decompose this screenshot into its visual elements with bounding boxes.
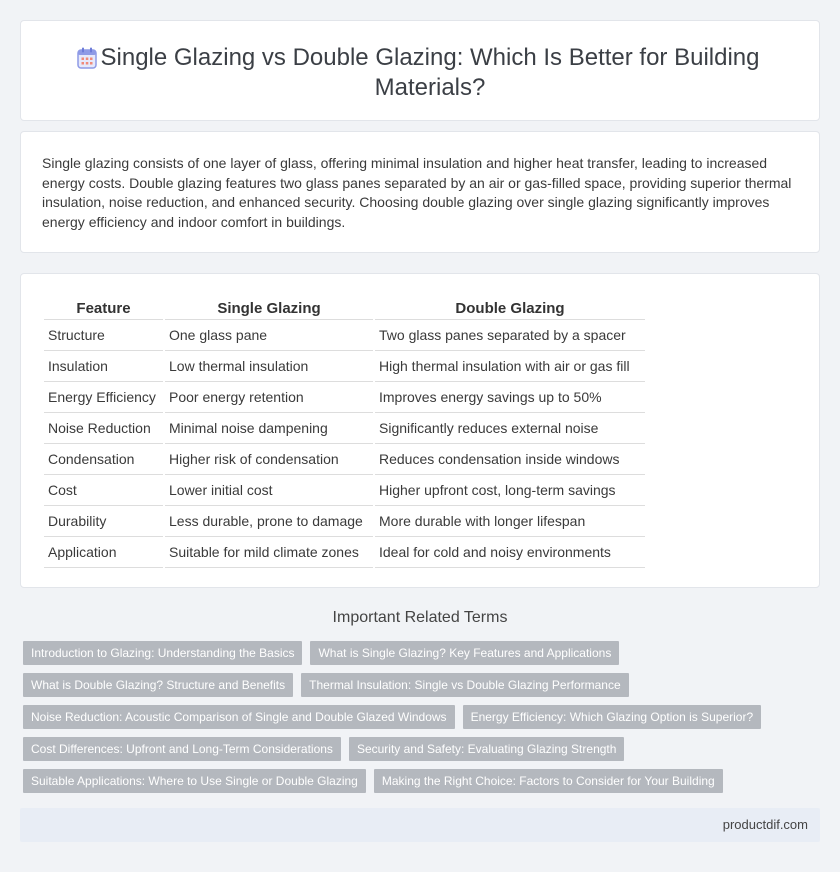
single-glazing-cell: Higher risk of condensation: [165, 444, 373, 475]
feature-cell: Insulation: [44, 351, 163, 382]
double-glazing-cell: Significantly reduces external noise: [375, 413, 645, 444]
feature-cell: Condensation: [44, 444, 163, 475]
related-term-link[interactable]: Energy Efficiency: Which Glazing Option is Superior?: [463, 705, 762, 729]
feature-cell: Energy Efficiency: [44, 382, 163, 413]
double-glazing-cell: Two glass panes separated by a spacer: [375, 320, 645, 351]
feature-cell: Cost: [44, 475, 163, 506]
related-term-link[interactable]: Making the Right Choice: Factors to Consider for Your Building: [374, 769, 723, 793]
feature-cell: Durability: [44, 506, 163, 537]
table-row: [44, 413, 645, 444]
single-glazing-cell: Suitable for mild climate zones: [165, 537, 373, 568]
page-title: Single Glazing vs Double Glazing: Which Is Better for Building Materials?: [100, 44, 760, 101]
summary-card: [20, 131, 820, 253]
table-row: [44, 382, 645, 413]
comparison-table: [42, 294, 647, 568]
table-row: [44, 506, 645, 537]
double-glazing-cell: Ideal for cold and noisy environments: [375, 537, 645, 568]
related-term-link[interactable]: Noise Reduction: Acoustic Comparison of Single and Double Glazed Windows: [23, 705, 455, 729]
feature-cell: Structure: [44, 320, 163, 351]
summary-text: Single glazing consists of one layer of glass, offering minimal insulation and higher heat transfer, leading to increased energy costs. Double glazing features two glass panes separated by an air or gas-filled space, providing superior thermal insulation, noise reduction, and enhanced security. Choosing double glazing over single glazing significantly improves energy efficiency and indoor comfort in buildings.: [42, 155, 792, 230]
related-terms-list: [23, 641, 803, 793]
double-glazing-cell: More durable with longer lifespan: [375, 506, 645, 537]
double-glazing-cell: High thermal insulation with air or gas fill: [375, 351, 645, 382]
single-glazing-cell: Minimal noise dampening: [165, 413, 373, 444]
single-glazing-cell: Poor energy retention: [165, 382, 373, 413]
double-glazing-cell: Reduces condensation inside windows: [375, 444, 645, 475]
single-glazing-cell: One glass pane: [165, 320, 373, 351]
related-term-link[interactable]: What is Double Glazing? Structure and Benefits: [23, 673, 293, 697]
related-term-link[interactable]: Suitable Applications: Where to Use Single or Double Glazing: [23, 769, 366, 793]
footer: [20, 808, 820, 842]
related-term-link[interactable]: Cost Differences: Upfront and Long-Term Considerations: [23, 737, 341, 761]
header-feature: Feature: [44, 294, 163, 320]
table-row: [44, 320, 645, 351]
table-header-row: [44, 294, 645, 320]
single-glazing-cell: Less durable, prone to damage: [165, 506, 373, 537]
header-double-glazing: Double Glazing: [375, 294, 645, 320]
related-term-link[interactable]: Security and Safety: Evaluating Glazing Strength: [349, 737, 624, 761]
double-glazing-cell: Higher upfront cost, long-term savings: [375, 475, 645, 506]
title-card: [20, 20, 820, 121]
feature-cell: Application: [44, 537, 163, 568]
double-glazing-cell: Improves energy savings up to 50%: [375, 382, 645, 413]
related-term-link[interactable]: What is Single Glazing? Key Features and Applications: [310, 641, 619, 665]
related-term-link[interactable]: Introduction to Glazing: Understanding the Basics: [23, 641, 302, 665]
footer-site-link[interactable]: productdif.com: [722, 817, 808, 832]
table-row: [44, 537, 645, 568]
comparison-card: [20, 273, 820, 588]
header-single-glazing: Single Glazing: [165, 294, 373, 320]
related-terms-title: Important Related Terms: [332, 609, 508, 626]
table-row: [44, 351, 645, 382]
single-glazing-cell: Low thermal insulation: [165, 351, 373, 382]
feature-cell: Noise Reduction: [44, 413, 163, 444]
table-row: [44, 475, 645, 506]
single-glazing-cell: Lower initial cost: [165, 475, 373, 506]
related-term-link[interactable]: Thermal Insulation: Single vs Double Glazing Performance: [301, 673, 628, 697]
table-row: [44, 444, 645, 475]
